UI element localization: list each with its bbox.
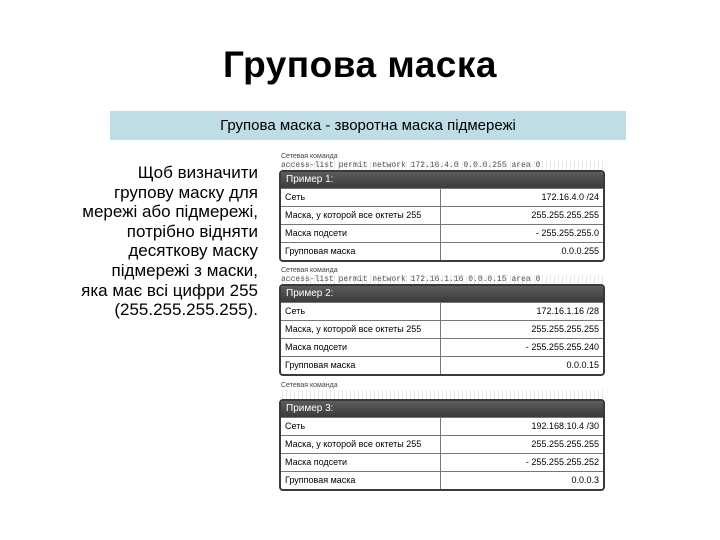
row-label: Маска подсети bbox=[281, 454, 441, 471]
example-2 bbox=[279, 266, 605, 376]
row-value: 0.0.0.15 bbox=[566, 360, 599, 370]
row-value: - 255.255.255.240 bbox=[525, 342, 599, 352]
row-label: Сеть bbox=[281, 303, 441, 320]
row-label: Сеть bbox=[281, 418, 441, 435]
example-table bbox=[279, 170, 605, 262]
table-row bbox=[281, 242, 603, 260]
example-command: access-list permit network 172.16.4.0 0.0.0.255 area 0 bbox=[279, 161, 605, 170]
explanation-line: групову маску для bbox=[113, 182, 258, 202]
row-label: Маска, у которой все октеты 255 bbox=[281, 207, 441, 224]
table-row bbox=[281, 320, 603, 338]
example-3 bbox=[279, 381, 605, 491]
row-label: Маска, у которой все октеты 255 bbox=[281, 436, 441, 453]
table-row bbox=[281, 356, 603, 374]
example-header: Пример 2: bbox=[281, 286, 603, 302]
slide-title: Групова маска bbox=[223, 44, 497, 85]
row-value: 172.16.1.16 /28 bbox=[536, 306, 599, 316]
table-row bbox=[281, 471, 603, 489]
row-value: 172.16.4.0 /24 bbox=[541, 192, 599, 202]
explanation-line: яка має всі цифри 255 bbox=[81, 280, 258, 300]
table-row bbox=[281, 417, 603, 435]
table-row bbox=[281, 453, 603, 471]
table-row bbox=[281, 338, 603, 356]
row-label: Групповая маска bbox=[281, 472, 441, 489]
row-label: Сеть bbox=[281, 189, 441, 206]
example-caption: Сетевая команда bbox=[281, 153, 338, 160]
explanation-line: Щоб визначити bbox=[137, 163, 258, 182]
example-table bbox=[279, 399, 605, 491]
explanation-line: потрібно відняти bbox=[126, 221, 258, 241]
row-value: 0.0.0.255 bbox=[561, 246, 599, 256]
subtitle-bar: Групова маска - зворотна маска підмережі bbox=[110, 111, 626, 140]
example-header: Пример 3: bbox=[281, 401, 603, 417]
row-label: Маска подсети bbox=[281, 339, 441, 356]
explanation-line: десяткову маску bbox=[128, 241, 258, 261]
row-label: Групповая маска bbox=[281, 243, 441, 260]
table-row bbox=[281, 224, 603, 242]
row-value: 255.255.255.255 bbox=[531, 439, 599, 449]
table-row bbox=[281, 188, 603, 206]
row-value: 255.255.255.255 bbox=[531, 324, 599, 334]
row-label: Маска подсети bbox=[281, 225, 441, 242]
row-label: Маска, у которой все октеты 255 bbox=[281, 321, 441, 338]
example-caption: Сетевая команда bbox=[281, 267, 338, 274]
row-value: 255.255.255.255 bbox=[531, 210, 599, 220]
explanation-line: (255.255.255.255). bbox=[114, 300, 258, 320]
explanation-line: мережі або підмережі, bbox=[82, 202, 258, 222]
table-row bbox=[281, 206, 603, 224]
table-row bbox=[281, 302, 603, 320]
example-header: Пример 1: bbox=[281, 172, 603, 188]
example-table bbox=[279, 284, 605, 376]
row-value: - 255.255.255.0 bbox=[535, 228, 599, 238]
table-row bbox=[281, 435, 603, 453]
example-caption: Сетевая команда bbox=[281, 382, 338, 389]
explanation-text bbox=[40, 163, 258, 320]
row-value: - 255.255.255.252 bbox=[525, 457, 599, 467]
row-label: Групповая маска bbox=[281, 357, 441, 374]
example-command bbox=[279, 390, 605, 399]
example-command: access-list permit network 172.16.1.16 0.0.0.15 area 0 bbox=[279, 275, 605, 284]
example-1 bbox=[279, 152, 605, 262]
explanation-line: підмережі з маски, bbox=[111, 260, 258, 280]
row-value: 0.0.0.3 bbox=[571, 475, 599, 485]
row-value: 192.168.10.4 /30 bbox=[531, 421, 599, 431]
